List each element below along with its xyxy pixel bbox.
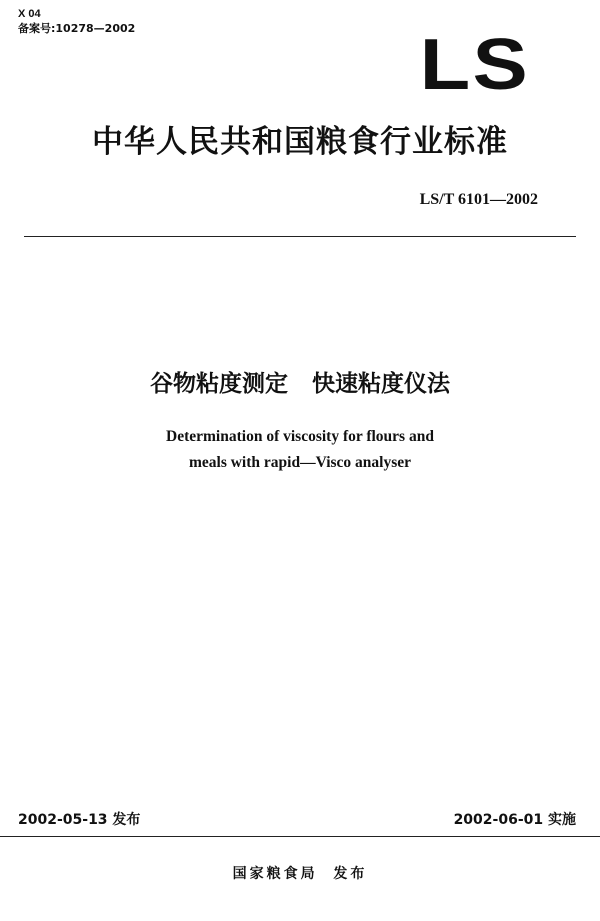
standard-category-title: 中华人民共和国粮食行业标准: [92, 124, 508, 160]
issuing-authority: 国家粮食局 发布: [232, 866, 368, 882]
header-divider: [24, 236, 576, 237]
document-title-english-line-2: meals with rapid—Visco analyser: [188, 454, 412, 471]
document-title-chinese: 谷物粘度测定 快速粘度仪法: [149, 371, 451, 397]
implementation-date: 2002-06-01 实施: [453, 812, 576, 828]
record-number: 备案号:10278—2002: [18, 22, 136, 35]
standard-number: LS/T 6101—2002: [419, 191, 538, 208]
document-title-english-line-1: Determination of viscosity for flours and: [166, 428, 434, 445]
classification-code: X 04: [18, 8, 41, 20]
ls-logo: LS: [419, 25, 530, 105]
issue-date: 2002-05-13 发布: [18, 812, 141, 828]
footer-divider: [0, 836, 600, 837]
